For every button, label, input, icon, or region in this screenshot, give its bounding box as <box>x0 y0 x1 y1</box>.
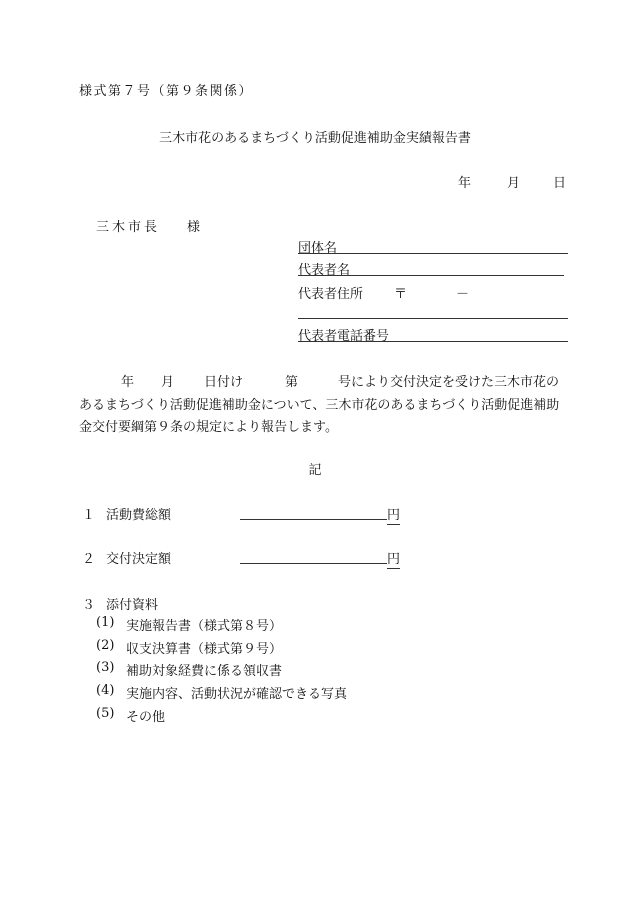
representative-name-field[interactable] <box>298 259 564 278</box>
body-line3: 金交付要綱第９条の規定により報告します。 <box>79 420 338 435</box>
item-1-label: 活動費総額 <box>106 508 172 523</box>
representative-phone-label: 代表者電話番号 <box>298 329 390 344</box>
group-name-label: 団体名 <box>298 241 338 256</box>
addressee-honorific: 様 <box>187 220 201 235</box>
item-1-amount-field[interactable] <box>240 519 387 520</box>
date-month: 月 <box>507 176 521 191</box>
group-name-underline <box>298 253 568 254</box>
body-no-prefix: 第 <box>285 375 299 390</box>
attachment-3-text: 補助対象経費に係る領収書 <box>126 664 283 679</box>
attachment-5-number: (5) <box>96 706 115 721</box>
attachment-2-text: 収支決算書（様式第９号） <box>126 642 283 657</box>
attachment-1-number: (1) <box>96 615 115 630</box>
item-2-unit: 円 <box>387 548 400 569</box>
attachment-2-number: (2) <box>96 638 115 653</box>
date-day: 日 <box>553 176 567 191</box>
representative-name-label: 代表者名 <box>298 263 351 278</box>
attachment-3-number: (3) <box>96 660 115 675</box>
attachments-number: ３ <box>82 598 96 613</box>
item-1-unit: 円 <box>387 504 400 525</box>
item-1-number: １ <box>82 508 96 523</box>
attachment-4-text: 実施内容、活動状況が確認できる写真 <box>126 687 348 702</box>
form-number: 様式第７号（第９条関係） <box>79 84 254 99</box>
postal-mark: 〒 <box>394 287 408 302</box>
postal-dash: － <box>456 287 470 302</box>
body-year: 年 <box>121 375 135 390</box>
ki-heading: 記 <box>308 463 322 478</box>
attachment-4-number: (4) <box>96 683 115 698</box>
attachment-1-text: 実施報告書（様式第８号） <box>126 619 283 634</box>
representative-phone-field[interactable] <box>298 325 568 344</box>
attachments-label: 添付資料 <box>106 598 159 613</box>
address-underline[interactable] <box>298 318 568 319</box>
addressee-name: 三木市長 <box>96 220 161 235</box>
item-2-label: 交付決定額 <box>106 552 172 567</box>
representative-name-underline <box>298 275 564 276</box>
item-2-amount-field[interactable] <box>240 563 387 564</box>
item-2-number: ２ <box>82 552 96 567</box>
attachment-5-text: その他 <box>126 710 166 725</box>
body-line1-rest: 号により交付決定を受けた三木市花の <box>338 375 560 390</box>
group-name-field[interactable] <box>298 237 568 256</box>
page-title: 三木市花のあるまちづくり活動促進補助金実績報告書 <box>159 131 471 146</box>
body-month: 月 <box>161 375 175 390</box>
body-line2: あるまちづくり活動促進補助金について、三木市花のあるまちづくり活動促進補助 <box>79 398 560 413</box>
representative-address-label: 代表者住所 <box>298 287 364 302</box>
body-date-suffix: 日付け <box>204 375 244 390</box>
date-year: 年 <box>458 176 472 191</box>
phone-underline <box>298 341 568 342</box>
